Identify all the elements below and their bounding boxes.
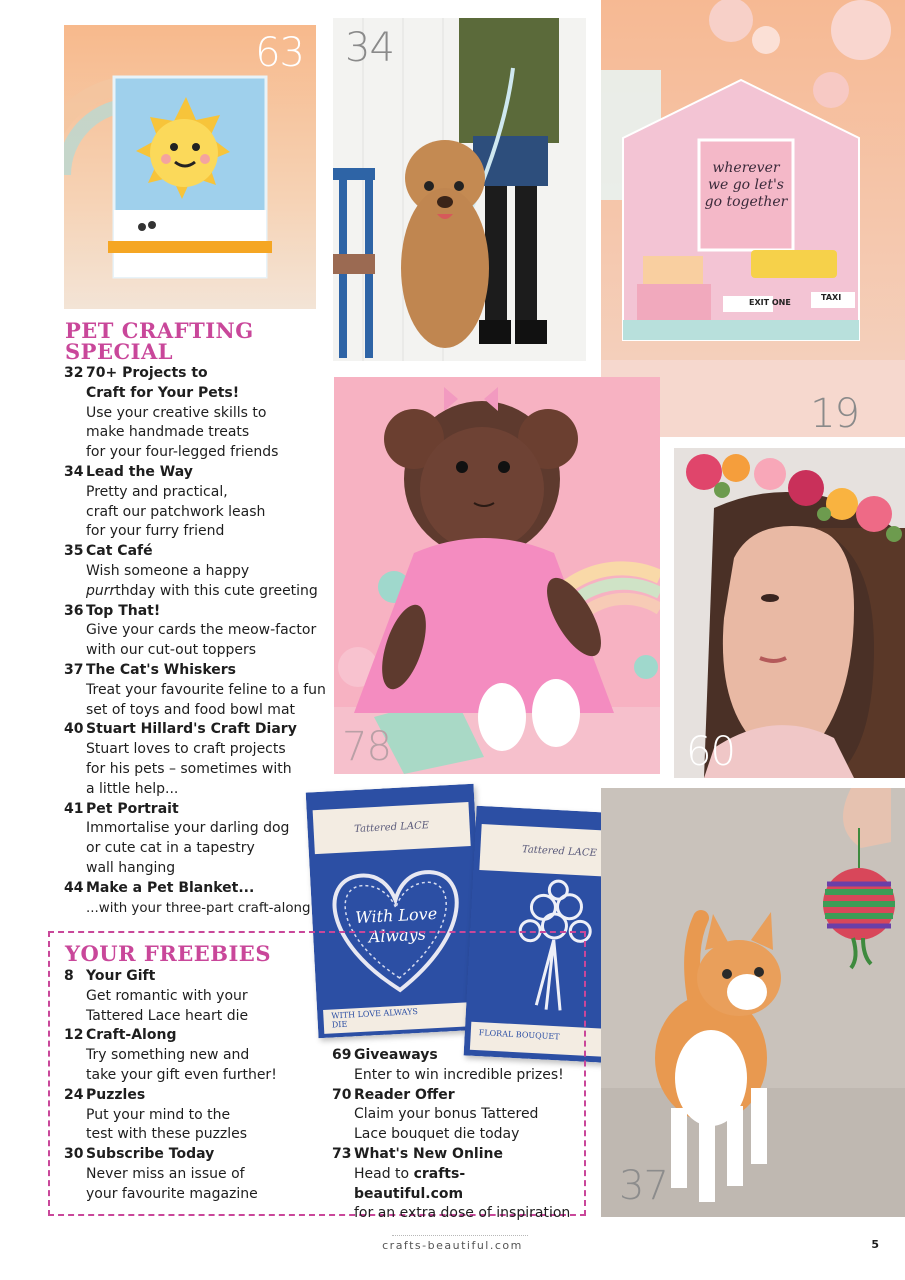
toc-entry-title: Make a Pet Blanket...	[86, 879, 255, 896]
product-name: WITH LOVE ALWAYS DIE	[331, 1007, 419, 1030]
pet-section-list	[64, 364, 326, 918]
page-ref-number: 34	[345, 25, 394, 71]
website-link[interactable]: crafts-beautiful.com	[354, 1165, 466, 1202]
footer-website[interactable]: crafts-beautiful.com	[382, 1239, 523, 1252]
toc-entry[interactable]	[64, 1145, 314, 1204]
freebies-section-title: YOUR FREEBIES	[65, 941, 271, 966]
toc-entry-desc: Head to crafts-beautiful.com for an extra dose of inspiration	[354, 1165, 571, 1222]
product-name: FLORAL BOUQUET	[478, 1028, 560, 1042]
toc-page-number: 44	[64, 879, 84, 896]
toc-entry-desc: Pretty and practical, craft our patchwork leash for your furry friend	[86, 483, 266, 540]
toc-entry-desc: Treat your favourite feline to a fun set of toys and food bowl mat	[86, 681, 326, 718]
photo-sun-card	[64, 25, 316, 309]
toc-page-number: 36	[64, 602, 84, 619]
taxi-label: TAXI	[821, 293, 842, 302]
toc-page-number: 34	[64, 463, 84, 480]
toc-page-number: 70	[332, 1086, 352, 1103]
freebies-list-left	[64, 967, 314, 1205]
toc-page-number: 24	[64, 1086, 84, 1103]
toc-entry[interactable]	[332, 1145, 572, 1224]
toc-entry-title: Lead the Way	[86, 463, 193, 480]
brand-label: Tattered LACE	[521, 844, 598, 860]
toc-entry[interactable]	[64, 720, 326, 799]
toc-entry-title: The Cat's Whiskers	[86, 661, 237, 678]
toc-entry[interactable]	[64, 463, 326, 542]
toc-entry-title: 70+ Projects to	[86, 365, 208, 381]
page-number: 5	[871, 1238, 879, 1251]
toc-entry-desc: Put your mind to the test with these puzzles	[86, 1106, 248, 1143]
toc-page-number: 12	[64, 1027, 84, 1044]
page-ref-number: 19	[810, 391, 859, 437]
toc-page-number: 32	[64, 365, 84, 381]
toc-entry-title-cont: Craft for Your Pets!	[86, 384, 240, 401]
pet-section-title	[65, 320, 254, 362]
toc-entry-desc: Try something new and take your gift even further!	[86, 1047, 277, 1083]
freebies-list-right	[332, 1046, 572, 1224]
toc-page-number: 35	[64, 543, 84, 560]
toc-entry[interactable]	[64, 661, 326, 720]
toc-page-number: 41	[64, 800, 84, 817]
toc-entry-title: Cat Café	[86, 543, 153, 560]
toc-entry-desc: Get romantic with your Tattered Lace heart die	[86, 987, 249, 1024]
toc-entry[interactable]	[332, 1086, 572, 1145]
toc-entry[interactable]	[64, 542, 326, 601]
brand-label: Tattered LACE	[353, 820, 430, 836]
toc-entry[interactable]	[332, 1046, 572, 1086]
pet-section-title-line2: SPECIAL	[65, 339, 174, 364]
toc-entry-title: What's New Online	[354, 1145, 503, 1162]
card-quote: wherever we go let's go together	[704, 160, 788, 210]
toc-entry-title: Stuart Hillard's Craft Diary	[86, 721, 297, 738]
toc-entry-title: Giveaways	[354, 1047, 438, 1063]
photo-rag-doll	[334, 377, 660, 774]
photo-travel-card	[601, 0, 905, 437]
exit-sign-label: EXIT ONE	[749, 298, 791, 307]
toc-entry-title: Pet Portrait	[86, 800, 179, 817]
toc-entry[interactable]	[64, 967, 314, 1026]
photo-flower-crown	[674, 448, 905, 778]
toc-entry-title: Puzzles	[86, 1086, 146, 1103]
toc-entry-title: Reader Offer	[354, 1086, 455, 1103]
page-ref-number: 37	[619, 1163, 668, 1209]
toc-page-number: 73	[332, 1145, 352, 1162]
pet-section-title-line1: PET CRAFTING	[65, 318, 254, 343]
page-ref-number: 63	[255, 30, 304, 76]
toc-entry-desc: Immortalise your darling dog or cute cat in a tapestry wall hanging	[86, 820, 290, 876]
toc-entry-desc: Never miss an issue of your favourite magazine	[86, 1165, 258, 1202]
toc-entry-desc: ...with your three-part craft-along	[86, 900, 311, 916]
toc-entry-title: Top That!	[86, 602, 161, 619]
toc-entry-desc: Give your cards the meow-factor with our cut-out toppers	[86, 622, 317, 659]
photo-dog-leash	[333, 18, 586, 361]
toc-entry[interactable]	[64, 800, 326, 879]
toc-entry-title: Subscribe Today	[86, 1146, 215, 1163]
toc-entry[interactable]	[64, 602, 326, 661]
die-script-text: With Love Always	[354, 903, 438, 947]
toc-page-number: 69	[332, 1047, 352, 1063]
toc-entry-title: Craft-Along	[86, 1027, 177, 1044]
toc-page-number: 30	[64, 1146, 84, 1163]
page-ref-number: 60	[686, 729, 735, 775]
toc-entry-desc: Use your creative skills to make handmade treats for your four-legged friends	[86, 404, 279, 461]
toc-entry-title: Your Gift	[86, 968, 156, 984]
toc-entry[interactable]	[64, 1086, 314, 1145]
toc-entry[interactable]	[64, 879, 326, 919]
toc-page-number: 40	[64, 721, 84, 738]
toc-entry-desc: Wish someone a happy purrthday with this cute greeting	[86, 562, 318, 599]
toc-entry-desc: Claim your bonus Tattered Lace bouquet die today	[354, 1106, 539, 1143]
page-ref-number: 78	[342, 724, 391, 770]
toc-entry[interactable]	[64, 1026, 314, 1085]
toc-entry-desc: Enter to win incredible prizes!	[354, 1066, 564, 1083]
photo-kitten	[601, 788, 905, 1217]
footer-divider	[392, 1235, 528, 1236]
toc-entry-desc: Stuart loves to craft projects for his pets – sometimes with a little help...	[86, 741, 292, 797]
toc-entry[interactable]	[64, 364, 326, 463]
toc-page-number: 8	[64, 968, 74, 984]
toc-page-number: 37	[64, 661, 84, 678]
